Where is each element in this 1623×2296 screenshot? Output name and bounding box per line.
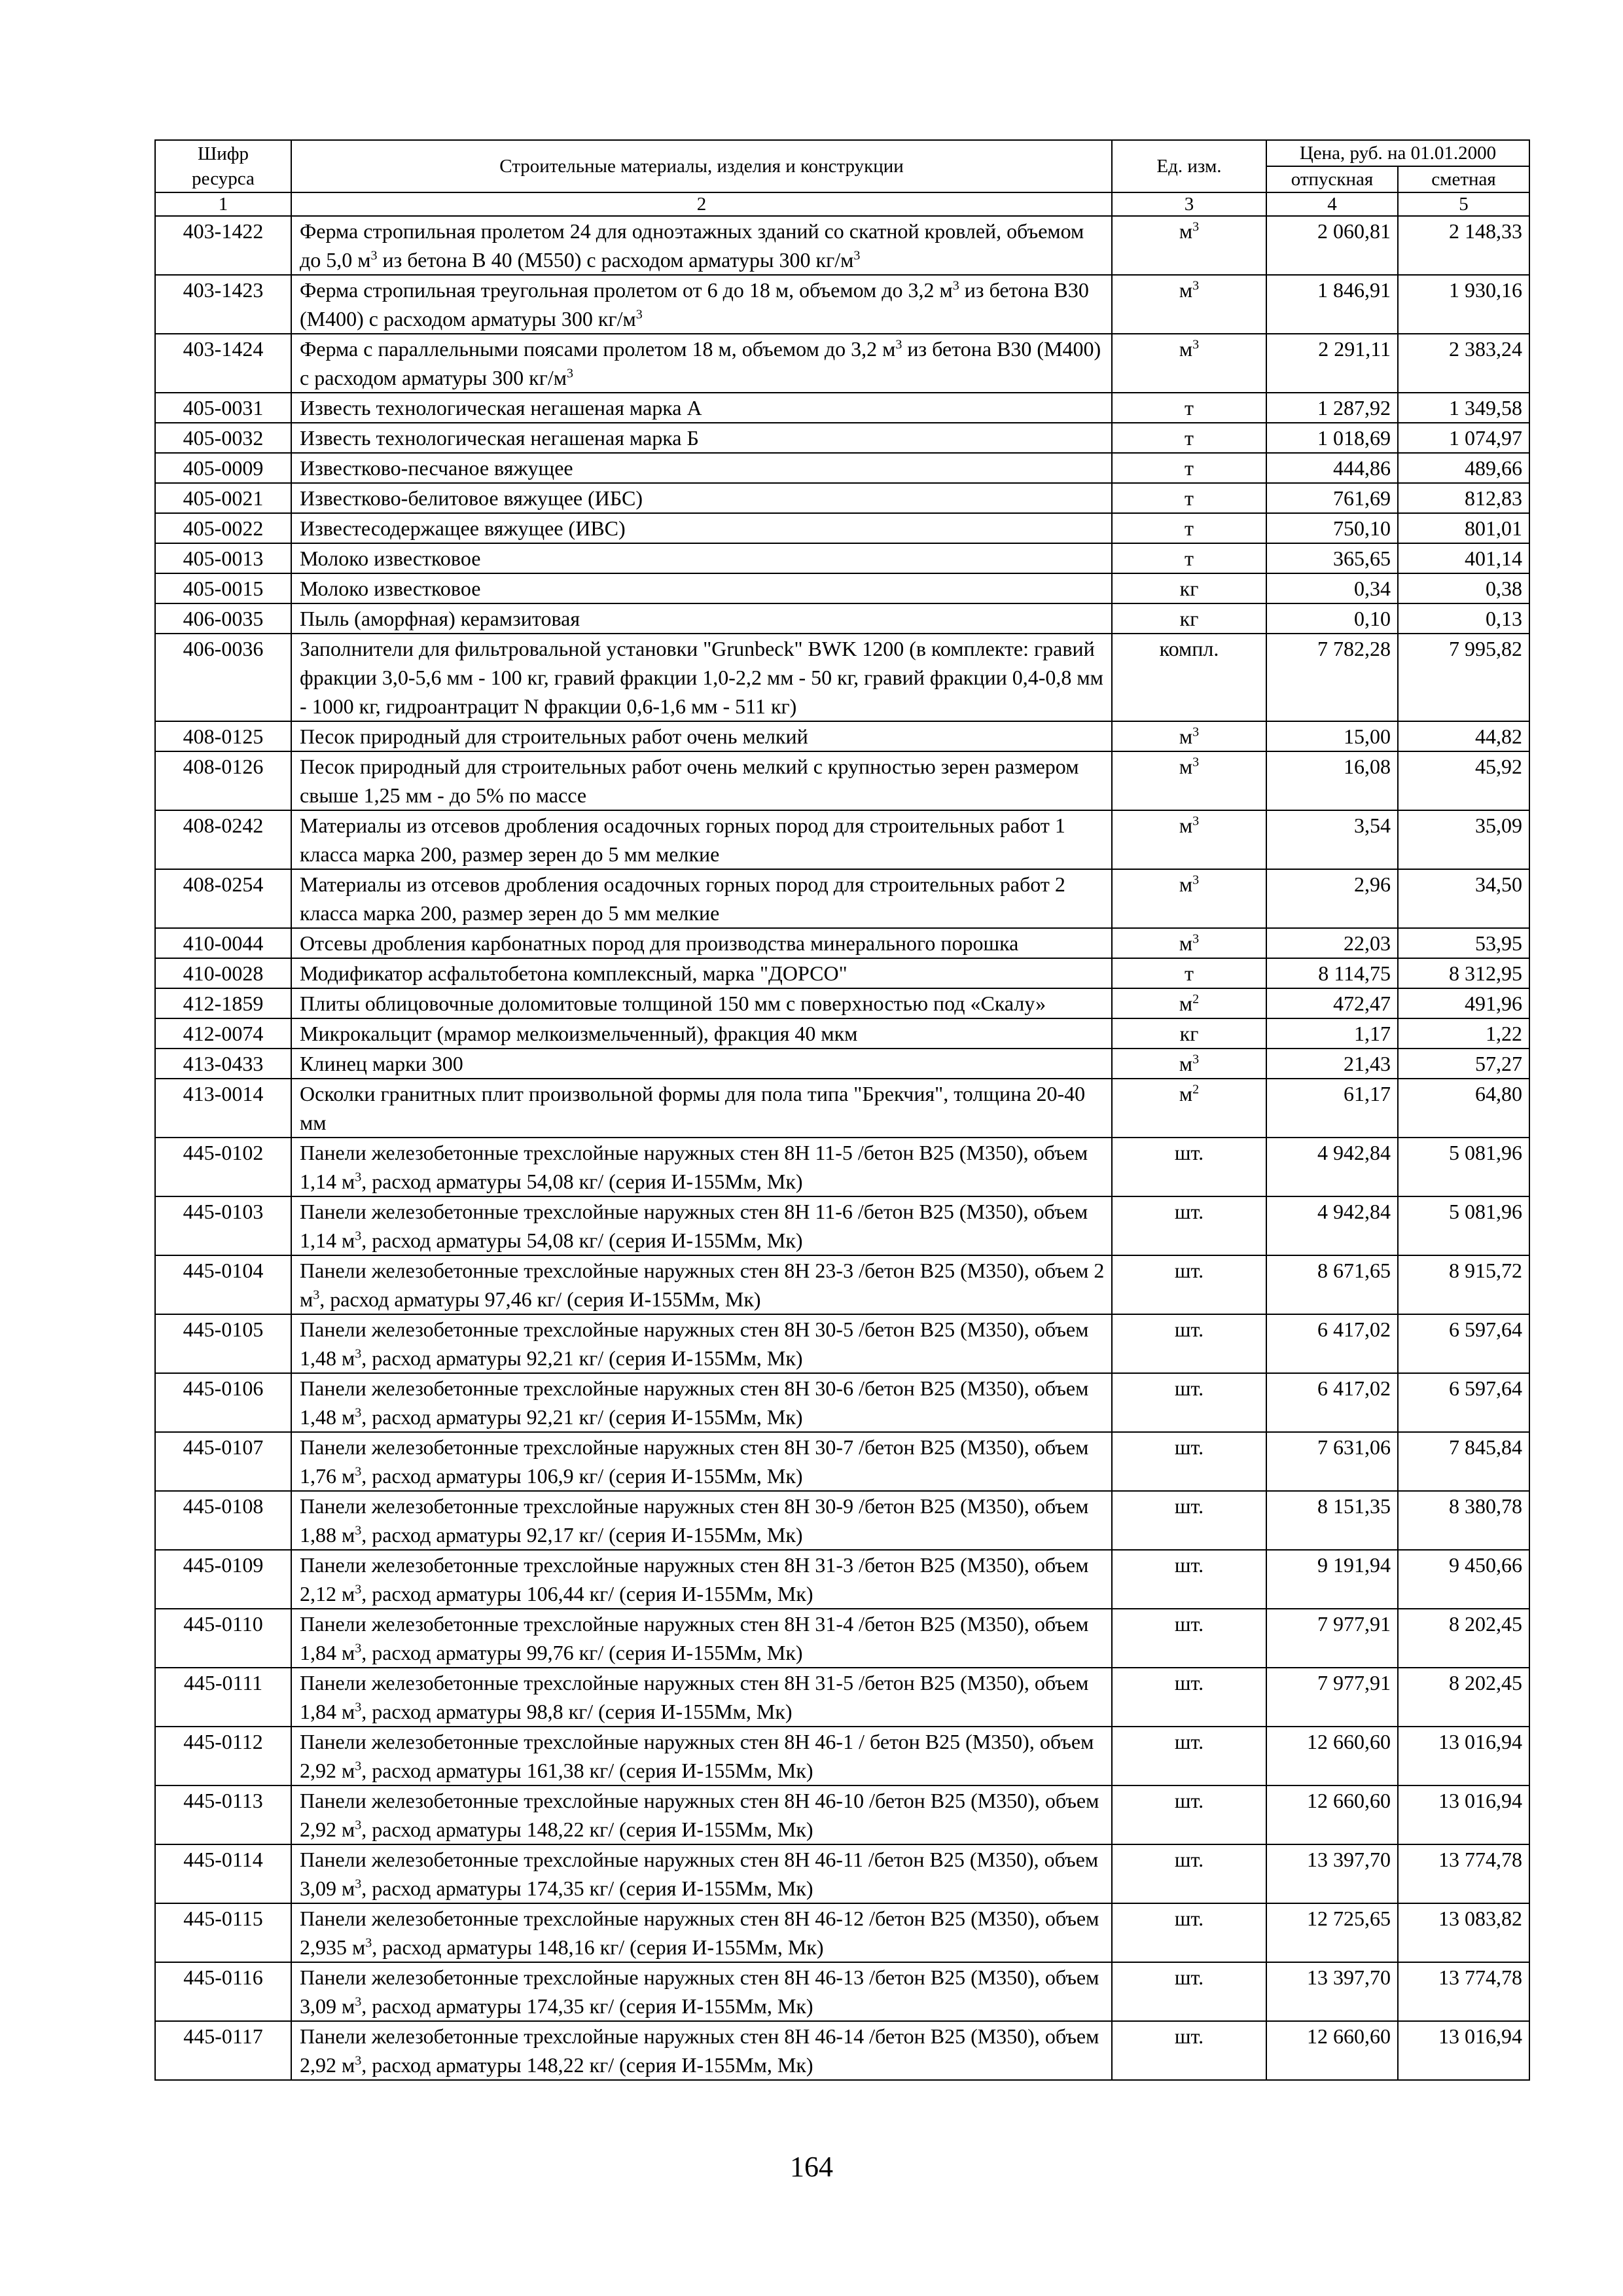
material-name-cell: Осколки гранитных плит произвольной формы для пола типа "Брекчия", толщина 20-40 мм [291, 1079, 1112, 1138]
table-row [155, 393, 1529, 423]
material-name-cell: Плиты облицовочные доломитовые толщиной 150 мм с поверхностью под «Скалу» [291, 988, 1112, 1018]
resource-code-cell: 445-0114 [155, 1844, 291, 1903]
table-row [155, 869, 1529, 928]
unit-cell: шт. [1112, 1491, 1266, 1550]
material-name-cell: Отсевы дробления карбонатных пород для производства минерального порошка [291, 928, 1112, 958]
material-name-cell: Клинец марки 300 [291, 1049, 1112, 1079]
unit-cell: шт. [1112, 1550, 1266, 1609]
table-row [155, 1727, 1529, 1785]
unit-cell: шт. [1112, 1962, 1266, 2021]
material-name-cell: Панели железобетонные трехслойные наружных стен 8Н 31-3 /бетон В25 (М350), объем 2,12 $м^3$, расход арматуры 106,44 кг/ (серия И-155Мм, Мк) [291, 1550, 1112, 1609]
table-row [155, 453, 1529, 483]
unit-cell: $м^3$ [1112, 928, 1266, 958]
resource-code-cell: 412-1859 [155, 988, 291, 1018]
release-price-cell: 750,10 [1266, 513, 1398, 543]
table-row [155, 1903, 1529, 1962]
unit-column-header: Ед. изм. [1112, 140, 1266, 192]
unit-cell: т [1112, 513, 1266, 543]
code-header-line-1: Шифр [197, 143, 249, 164]
unit-cell: т [1112, 483, 1266, 513]
unit-cell: $м^3$ [1112, 751, 1266, 810]
estimate-price-cell: 6 597,64 [1398, 1314, 1529, 1373]
resource-code-cell: 405-0015 [155, 573, 291, 603]
material-name-cell: Панели железобетонные трехслойные наружных стен 8Н 30-6 /бетон В25 (М350), объем 1,48 $м^3$, расход арматуры 92,21 кг/ (серия И-155Мм, Мк) [291, 1373, 1112, 1432]
unit-cell: т [1112, 453, 1266, 483]
release-price-cell: 3,54 [1266, 810, 1398, 869]
resource-code-cell: 445-0107 [155, 1432, 291, 1491]
release-price-cell: 0,10 [1266, 603, 1398, 634]
material-name-cell: Панели железобетонные трехслойные наружных стен 8Н 11-5 /бетон В25 (М350), объем 1,14 $м^3$, расход арматуры 54,08 кг/ (серия И-155Мм, Мк) [291, 1138, 1112, 1196]
resource-code-cell: 445-0108 [155, 1491, 291, 1550]
release-price-cell: 1 018,69 [1266, 423, 1398, 453]
release-price-cell: 13 397,70 [1266, 1844, 1398, 1903]
unit-cell: шт. [1112, 1373, 1266, 1432]
material-name-cell: Песок природный для строительных работ очень мелкий [291, 721, 1112, 751]
resource-code-cell: 445-0102 [155, 1138, 291, 1196]
unit-cell: шт. [1112, 1432, 1266, 1491]
resource-code-cell: 403-1423 [155, 275, 291, 334]
release-price-cell: 13 397,70 [1266, 1962, 1398, 2021]
resource-code-cell: 445-0105 [155, 1314, 291, 1373]
release-price-cell: 6 417,02 [1266, 1314, 1398, 1373]
estimate-price-cell: 34,50 [1398, 869, 1529, 928]
table-row [155, 634, 1529, 721]
table-row [155, 1844, 1529, 1903]
estimate-price-cell: 13 016,94 [1398, 1785, 1529, 1844]
unit-cell: шт. [1112, 1609, 1266, 1668]
release-price-cell: 2 291,11 [1266, 334, 1398, 393]
unit-cell: $м^3$ [1112, 275, 1266, 334]
resource-code-cell: 445-0113 [155, 1785, 291, 1844]
release-price-cell: 15,00 [1266, 721, 1398, 751]
table-row [155, 483, 1529, 513]
resource-code-cell: 412-0074 [155, 1018, 291, 1049]
resource-code-cell: 445-0116 [155, 1962, 291, 2021]
resource-code-cell: 445-0104 [155, 1255, 291, 1314]
table-row [155, 721, 1529, 751]
table-row [155, 988, 1529, 1018]
material-name-cell: Панели железобетонные трехслойные наружных стен 8Н 31-4 /бетон В25 (М350), объем 1,84 $м^3$, расход арматуры 99,76 кг/ (серия И-155Мм, Мк) [291, 1609, 1112, 1668]
table-row [155, 751, 1529, 810]
column-number-row [155, 192, 1529, 216]
material-name-cell: Панели железобетонные трехслойные наружных стен 8Н 46-10 /бетон В25 (М350), объем 2,92 $м^3$, расход арматуры 148,22 кг/ (серия И-155Мм, Мк) [291, 1785, 1112, 1844]
release-price-cell: 16,08 [1266, 751, 1398, 810]
material-name-cell: Микрокальцит (мрамор мелкоизмельченный), фракция 40 мкм [291, 1018, 1112, 1049]
estimate-price-cell: 53,95 [1398, 928, 1529, 958]
unit-cell: $м^3$ [1112, 216, 1266, 275]
unit-cell: $м^3$ [1112, 869, 1266, 928]
resource-code-cell: 403-1424 [155, 334, 291, 393]
table-row [155, 810, 1529, 869]
table-row [155, 334, 1529, 393]
table-header [155, 140, 1529, 216]
table-row [155, 1962, 1529, 2021]
estimate-price-cell: 1 349,58 [1398, 393, 1529, 423]
unit-cell: $м^2$ [1112, 988, 1266, 1018]
estimate-price-cell: 1,22 [1398, 1018, 1529, 1049]
material-name-cell: Песок природный для строительных работ очень мелкий с крупностью зерен размером свыше 1,25 мм - до 5% по массе [291, 751, 1112, 810]
unit-cell: шт. [1112, 1196, 1266, 1255]
resource-code-cell: 445-0109 [155, 1550, 291, 1609]
unit-cell: кг [1112, 603, 1266, 634]
material-name-cell: Панели железобетонные трехслойные наружных стен 8Н 30-9 /бетон В25 (М350), объем 1,88 $м^3$, расход арматуры 92,17 кг/ (серия И-155Мм, Мк) [291, 1491, 1112, 1550]
release-price-header: отпускная [1266, 166, 1398, 192]
release-price-cell: 761,69 [1266, 483, 1398, 513]
column-number: 4 [1266, 192, 1398, 216]
estimate-price-cell: 9 450,66 [1398, 1550, 1529, 1609]
resource-code-cell: 445-0115 [155, 1903, 291, 1962]
table-row [155, 1018, 1529, 1049]
code-header-line-2: ресурса [192, 168, 255, 189]
table-row [155, 1079, 1529, 1138]
release-price-cell: 1 846,91 [1266, 275, 1398, 334]
material-name-cell: Панели железобетонные трехслойные наружных стен 8Н 46-14 /бетон В25 (М350), объем 2,92 $м^3$, расход арматуры 148,22 кг/ (серия И-155Мм, Мк) [291, 2021, 1112, 2080]
material-name-cell: Панели железобетонные трехслойные наружных стен 8Н 46-12 /бетон В25 (М350), объем 2,935 $м^3$, расход арматуры 148,16 кг/ (серия И-155Мм, Мк) [291, 1903, 1112, 1962]
material-name-cell: Ферма стропильная пролетом 24 для одноэтажных зданий со скатной кровлей, объемом до 5,0 $м^3$ из бетона В 40 (М550) с расходом арматуры 300 $кг/м^3$ [291, 216, 1112, 275]
estimate-price-cell: 1 074,97 [1398, 423, 1529, 453]
release-price-cell: 61,17 [1266, 1079, 1398, 1138]
release-price-cell: 12 660,60 [1266, 1785, 1398, 1844]
release-price-cell: 21,43 [1266, 1049, 1398, 1079]
estimate-price-cell: 2 383,24 [1398, 334, 1529, 393]
estimate-price-cell: 489,66 [1398, 453, 1529, 483]
resource-code-cell: 413-0433 [155, 1049, 291, 1079]
release-price-cell: 1 287,92 [1266, 393, 1398, 423]
table-row [155, 1049, 1529, 1079]
release-price-cell: 8 671,65 [1266, 1255, 1398, 1314]
unit-cell: кг [1112, 573, 1266, 603]
estimate-price-cell: 801,01 [1398, 513, 1529, 543]
estimate-price-cell: 5 081,96 [1398, 1138, 1529, 1196]
release-price-cell: 22,03 [1266, 928, 1398, 958]
unit-cell: $м^3$ [1112, 810, 1266, 869]
resource-code-cell: 405-0021 [155, 483, 291, 513]
table-row [155, 1314, 1529, 1373]
unit-cell: т [1112, 958, 1266, 988]
estimate-price-cell: 6 597,64 [1398, 1373, 1529, 1432]
resource-code-cell: 406-0035 [155, 603, 291, 634]
estimate-price-cell: 8 312,95 [1398, 958, 1529, 988]
release-price-cell: 0,34 [1266, 573, 1398, 603]
estimate-price-cell: 13 016,94 [1398, 2021, 1529, 2080]
estimate-price-cell: 45,92 [1398, 751, 1529, 810]
material-name-cell: Материалы из отсевов дробления осадочных горных пород для строительных работ 1 класса марка 200, размер зерен до 5 мм мелкие [291, 810, 1112, 869]
unit-cell: шт. [1112, 1785, 1266, 1844]
table-row [155, 928, 1529, 958]
unit-cell: шт. [1112, 1255, 1266, 1314]
column-number: 2 [291, 192, 1112, 216]
estimate-price-cell: 812,83 [1398, 483, 1529, 513]
column-number: 1 [155, 192, 291, 216]
resource-code-cell: 408-0126 [155, 751, 291, 810]
estimate-price-cell: 44,82 [1398, 721, 1529, 751]
unit-cell: шт. [1112, 1727, 1266, 1785]
resource-code-cell: 403-1422 [155, 216, 291, 275]
name-column-header: Строительные материалы, изделия и конструкции [291, 140, 1112, 192]
price-column-header: Цена, руб. на 01.01.2000 [1266, 140, 1529, 166]
table-row [155, 1373, 1529, 1432]
material-name-cell: Известесодержащее вяжущее (ИВС) [291, 513, 1112, 543]
table-row [155, 513, 1529, 543]
resource-code-cell: 408-0125 [155, 721, 291, 751]
estimate-price-cell: 35,09 [1398, 810, 1529, 869]
material-name-cell: Известково-песчаное вяжущее [291, 453, 1112, 483]
table-row [155, 1550, 1529, 1609]
page-number: 164 [790, 2151, 833, 2183]
unit-cell: кг [1112, 1018, 1266, 1049]
material-name-cell: Молоко известковое [291, 573, 1112, 603]
resource-code-cell: 445-0106 [155, 1373, 291, 1432]
material-name-cell: Заполнители для фильтровальной установки "Grunbeck" BWK 1200 (в комплекте: гравий фракции 3,0-5,6 мм - 100 кг, гравий фракции 1,0-2,2 мм - 50 кг, гравий фракции 0,4-0,8 мм - 1000 кг, гидроантрацит N фракции 0,6-1,6 мм - 511 кг) [291, 634, 1112, 721]
estimate-price-cell: 491,96 [1398, 988, 1529, 1018]
release-price-cell: 8 151,35 [1266, 1491, 1398, 1550]
estimate-price-cell: 0,13 [1398, 603, 1529, 634]
release-price-cell: 472,47 [1266, 988, 1398, 1018]
resource-code-cell: 406-0036 [155, 634, 291, 721]
estimate-price-cell: 8 202,45 [1398, 1668, 1529, 1727]
unit-cell: т [1112, 423, 1266, 453]
release-price-cell: 12 660,60 [1266, 1727, 1398, 1785]
estimate-price-cell: 13 774,78 [1398, 1844, 1529, 1903]
material-name-cell: Молоко известковое [291, 543, 1112, 573]
table-row [155, 1196, 1529, 1255]
material-name-cell: Панели железобетонные трехслойные наружных стен 8Н 31-5 /бетон В25 (М350), объем 1,84 $м^3$, расход арматуры 98,8 кг/ (серия И-155Мм, Мк) [291, 1668, 1112, 1727]
release-price-cell: 7 977,91 [1266, 1609, 1398, 1668]
release-price-cell: 8 114,75 [1266, 958, 1398, 988]
unit-cell: т [1112, 393, 1266, 423]
table-row [155, 958, 1529, 988]
release-price-cell: 7 631,06 [1266, 1432, 1398, 1491]
table-row [155, 423, 1529, 453]
table-row [155, 1785, 1529, 1844]
release-price-cell: 7 782,28 [1266, 634, 1398, 721]
table-row [155, 1255, 1529, 1314]
estimate-price-cell: 2 148,33 [1398, 216, 1529, 275]
material-name-cell: Панели железобетонные трехслойные наружных стен 8Н 46-1 / бетон В25 (М350), объем 2,92 $м^3$, расход арматуры 161,38 кг/ (серия И-155Мм, Мк) [291, 1727, 1112, 1785]
resource-code-cell: 405-0022 [155, 513, 291, 543]
table-row [155, 1491, 1529, 1550]
unit-cell: $м^3$ [1112, 334, 1266, 393]
resource-code-cell: 445-0117 [155, 2021, 291, 2080]
resource-code-cell: 445-0110 [155, 1609, 291, 1668]
release-price-cell: 2,96 [1266, 869, 1398, 928]
estimate-price-cell: 8 915,72 [1398, 1255, 1529, 1314]
material-name-cell: Известь технологическая негашеная марка А [291, 393, 1112, 423]
resource-code-cell: 405-0032 [155, 423, 291, 453]
resource-code-cell: 445-0111 [155, 1668, 291, 1727]
material-name-cell: Известково-белитовое вяжущее (ИБС) [291, 483, 1112, 513]
unit-cell: $м^3$ [1112, 721, 1266, 751]
material-name-cell: Материалы из отсевов дробления осадочных горных пород для строительных работ 2 класса марка 200, размер зерен до 5 мм мелкие [291, 869, 1112, 928]
release-price-cell: 2 060,81 [1266, 216, 1398, 275]
unit-cell: шт. [1112, 1314, 1266, 1373]
resource-code-cell: 408-0254 [155, 869, 291, 928]
material-name-cell: Пыль (аморфная) керамзитовая [291, 603, 1112, 634]
column-number: 3 [1112, 192, 1266, 216]
estimate-price-cell: 57,27 [1398, 1049, 1529, 1079]
release-price-cell: 9 191,94 [1266, 1550, 1398, 1609]
unit-cell: $м^2$ [1112, 1079, 1266, 1138]
resource-code-cell: 405-0031 [155, 393, 291, 423]
resource-code-cell: 410-0028 [155, 958, 291, 988]
release-price-cell: 365,65 [1266, 543, 1398, 573]
table-row [155, 216, 1529, 275]
unit-cell: шт. [1112, 1903, 1266, 1962]
material-name-cell: Панели железобетонные трехслойные наружных стен 8Н 46-11 /бетон В25 (М350), объем 3,09 $м^3$, расход арматуры 174,35 кг/ (серия И-155Мм, Мк) [291, 1844, 1112, 1903]
column-number: 5 [1398, 192, 1529, 216]
material-name-cell: Ферма стропильная треугольная пролетом от 6 до 18 м, объемом до 3,2 $м^3$ из бетона В30 (М400) с расходом арматуры 300 $кг/м^3$ [291, 275, 1112, 334]
release-price-cell: 4 942,84 [1266, 1138, 1398, 1196]
table-row [155, 275, 1529, 334]
table-row [155, 1668, 1529, 1727]
estimate-price-cell: 13 016,94 [1398, 1727, 1529, 1785]
estimate-price-cell: 13 774,78 [1398, 1962, 1529, 2021]
unit-cell: шт. [1112, 2021, 1266, 2080]
code-column-header [155, 140, 291, 192]
resource-code-cell: 410-0044 [155, 928, 291, 958]
release-price-cell: 444,86 [1266, 453, 1398, 483]
resource-code-cell: 445-0112 [155, 1727, 291, 1785]
release-price-cell: 6 417,02 [1266, 1373, 1398, 1432]
estimate-price-cell: 13 083,82 [1398, 1903, 1529, 1962]
table-row [155, 1138, 1529, 1196]
table-row [155, 543, 1529, 573]
resource-code-cell: 408-0242 [155, 810, 291, 869]
unit-cell: компл. [1112, 634, 1266, 721]
estimate-price-cell: 1 930,16 [1398, 275, 1529, 334]
material-name-cell: Панели железобетонные трехслойные наружных стен 8Н 46-13 /бетон В25 (М350), объем 3,09 $м^3$, расход арматуры 174,35 кг/ (серия И-155Мм, Мк) [291, 1962, 1112, 2021]
unit-cell: шт. [1112, 1668, 1266, 1727]
release-price-cell: 12 660,60 [1266, 2021, 1398, 2080]
resource-code-cell: 405-0013 [155, 543, 291, 573]
table-row [155, 2021, 1529, 2080]
material-name-cell: Модификатор асфальтобетона комплексный, марка "ДОРСО" [291, 958, 1112, 988]
material-name-cell: Известь технологическая негашеная марка Б [291, 423, 1112, 453]
material-name-cell: Панели железобетонные трехслойные наружных стен 8Н 11-6 /бетон В25 (М350), объем 1,14 $м^3$, расход арматуры 54,08 кг/ (серия И-155Мм, Мк) [291, 1196, 1112, 1255]
unit-cell: шт. [1112, 1844, 1266, 1903]
material-name-cell: Панели железобетонные трехслойные наружных стен 8Н 30-7 /бетон В25 (М350), объем 1,76 $м^3$, расход арматуры 106,9 кг/ (серия И-155Мм, Мк) [291, 1432, 1112, 1491]
table-body [155, 216, 1529, 2080]
estimate-price-cell: 8 380,78 [1398, 1491, 1529, 1550]
estimate-price-cell: 5 081,96 [1398, 1196, 1529, 1255]
material-name-cell: Панели железобетонные трехслойные наружных стен 8Н 30-5 /бетон В25 (М350), объем 1,48 $м^3$, расход арматуры 92,21 кг/ (серия И-155Мм, Мк) [291, 1314, 1112, 1373]
release-price-cell: 12 725,65 [1266, 1903, 1398, 1962]
estimate-price-header: сметная [1398, 166, 1529, 192]
estimate-price-cell: 7 995,82 [1398, 634, 1529, 721]
estimate-price-cell: 7 845,84 [1398, 1432, 1529, 1491]
table-row [155, 603, 1529, 634]
resource-code-cell: 445-0103 [155, 1196, 291, 1255]
estimate-price-cell: 401,14 [1398, 543, 1529, 573]
material-name-cell: Панели железобетонные трехслойные наружных стен 8Н 23-3 /бетон В25 (М350), объем 2 $м^3$, расход арматуры 97,46 кг/ (серия И-155Мм, Мк) [291, 1255, 1112, 1314]
release-price-cell: 1,17 [1266, 1018, 1398, 1049]
unit-cell: $м^3$ [1112, 1049, 1266, 1079]
release-price-cell: 7 977,91 [1266, 1668, 1398, 1727]
unit-cell: т [1112, 543, 1266, 573]
estimate-price-cell: 8 202,45 [1398, 1609, 1529, 1668]
resource-code-cell: 413-0014 [155, 1079, 291, 1138]
material-name-cell: Ферма с параллельными поясами пролетом 18 м, объемом до 3,2 $м^3$ из бетона В30 (М400) с расходом арматуры 300 $кг/м^3$ [291, 334, 1112, 393]
unit-cell: шт. [1112, 1138, 1266, 1196]
estimate-price-cell: 0,38 [1398, 573, 1529, 603]
resource-code-cell: 405-0009 [155, 453, 291, 483]
estimate-price-cell: 64,80 [1398, 1079, 1529, 1138]
price-table [154, 139, 1530, 2081]
release-price-cell: 4 942,84 [1266, 1196, 1398, 1255]
table-row [155, 1432, 1529, 1491]
table-row [155, 573, 1529, 603]
price-sheet [154, 139, 1529, 2081]
table-row [155, 1609, 1529, 1668]
